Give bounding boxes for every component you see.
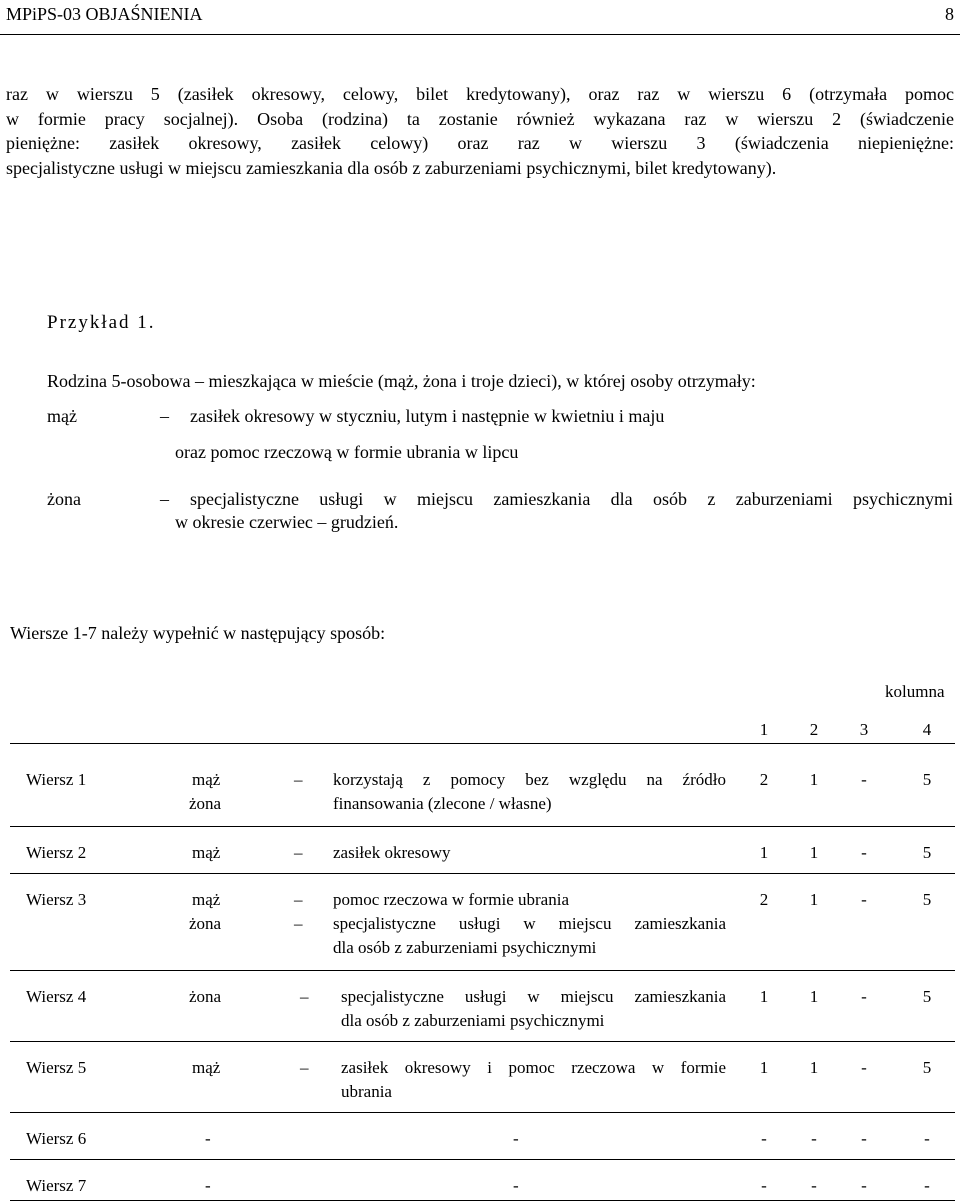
example-dash-1: –	[160, 406, 169, 426]
intro-line-1: raz w wierszu 5 (zasiłek okresowy, celowy, bilet kredytowany), oraz raz w wierszu 6 (otrzymała pomoc	[6, 84, 954, 104]
row-divider	[10, 826, 955, 827]
row-value-col4: 5	[922, 1058, 932, 1077]
row-value-col3: -	[861, 1058, 867, 1077]
row-person: -	[205, 1129, 211, 1148]
example-dash-2: –	[160, 489, 169, 509]
row-divider	[10, 1200, 955, 1201]
row-value-col2: 1	[809, 1058, 819, 1077]
row-description: -	[513, 1176, 519, 1195]
row-person: mąż	[192, 890, 221, 909]
row-divider	[10, 1041, 955, 1042]
row-value-col4: 5	[922, 890, 932, 909]
row-value-col4: 5	[922, 843, 932, 862]
row-label: Wiersz 6	[26, 1129, 87, 1148]
row-description: dla osób z zaburzeniami psychicznymi	[333, 938, 597, 957]
example-text-2b: w okresie czerwiec – grudzień.	[175, 512, 399, 532]
row-value-col2: -	[811, 1176, 817, 1195]
intro-line-2: w formie pracy socjalnej). Osoba (rodzina) ta zostanie również wykazana raz w wierszu 2 (świadczenie	[6, 108, 954, 129]
instructions-heading: Wiersze 1-7 należy wypełnić w następujący sposób:	[10, 623, 386, 643]
row-person: mąż	[192, 843, 221, 862]
row-dash: –	[294, 843, 303, 862]
row-description: zasiłek okresowy i pomoc rzeczowa w formie	[341, 1058, 726, 1077]
row-person: mąż	[192, 770, 221, 789]
page-number: 8	[945, 4, 954, 24]
intro-paragraph	[6, 82, 954, 180]
row-value-col2: 1	[809, 987, 819, 1006]
row-value-col1: 2	[759, 770, 769, 789]
intro-line-4: specjalistyczne usługi w miejscu zamieszkania dla osób z zaburzeniami psychicznymi, bilet kredytowany).	[6, 157, 777, 178]
row-dash: –	[294, 890, 303, 909]
row-label: Wiersz 5	[26, 1058, 87, 1077]
row-person: żona	[189, 794, 222, 813]
row-dash: –	[294, 914, 303, 933]
row-value-col1: 2	[759, 890, 769, 909]
row-value-col2: 1	[809, 890, 819, 909]
example-text-1b: oraz pomoc rzeczową w formie ubrania w lipcu	[175, 442, 519, 462]
row-person: mąż	[192, 1058, 221, 1077]
column-header-3: 3	[859, 720, 869, 739]
row-dash: –	[300, 987, 309, 1006]
column-header-1: 1	[759, 720, 769, 739]
row-person: żona	[189, 987, 222, 1006]
row-person: -	[205, 1176, 211, 1195]
row-value-col1: 1	[759, 843, 769, 862]
row-description: dla osób z zaburzeniami psychicznymi	[341, 1011, 605, 1030]
row-description: finansowania (zlecone / własne)	[333, 794, 552, 813]
row-value-col3: -	[861, 770, 867, 789]
row-label: Wiersz 3	[26, 890, 87, 909]
row-divider	[10, 1112, 955, 1113]
row-value-col4: 5	[922, 770, 932, 789]
row-description: ubrania	[341, 1082, 392, 1101]
example-title: Przykład 1.	[47, 312, 156, 333]
row-dash: –	[294, 770, 303, 789]
row-value-col4: -	[924, 1176, 930, 1195]
example-person-2: żona	[47, 489, 81, 509]
row-description: zasiłek okresowy	[333, 843, 451, 862]
page-header	[0, 0, 960, 35]
example-text-1a: zasiłek okresowy w styczniu, lutym i następnie w kwietniu i maju	[190, 406, 665, 426]
intro-line-3: pieniężne: zasiłek okresowy, zasiłek celowy) oraz raz w wierszu 3 (świadczenia niepieniężne:	[6, 133, 954, 153]
row-label: Wiersz 7	[26, 1176, 87, 1195]
row-description: specjalistyczne usługi w miejscu zamieszkania	[333, 914, 726, 933]
row-value-col4: -	[924, 1129, 930, 1148]
row-dash: –	[300, 1058, 309, 1077]
row-value-col2: -	[811, 1129, 817, 1148]
row-description: pomoc rzeczowa w formie ubrania	[333, 890, 569, 909]
row-value-col4: 5	[922, 987, 932, 1006]
row-label: Wiersz 4	[26, 987, 87, 1006]
example-text-2a: specjalistyczne usługi w miejscu zamieszkania dla osób z zaburzeniami psychicznymi	[190, 489, 953, 509]
row-divider	[10, 970, 955, 971]
column-header-4: 4	[922, 720, 932, 739]
row-value-col3: -	[861, 1129, 867, 1148]
row-label: Wiersz 1	[26, 770, 87, 789]
row-value-col2: 1	[809, 843, 819, 862]
column-group-label: kolumna	[885, 682, 945, 701]
example-person-1: mąż	[47, 406, 77, 426]
table-header-divider	[10, 743, 955, 744]
row-description: -	[513, 1129, 519, 1148]
column-header-2: 2	[809, 720, 819, 739]
row-description: korzystają z pomocy bez względu na źródło	[333, 770, 726, 789]
row-divider	[10, 873, 955, 874]
row-divider	[10, 1159, 955, 1160]
row-description: specjalistyczne usługi w miejscu zamieszkania	[341, 987, 726, 1006]
row-person: żona	[189, 914, 222, 933]
row-value-col1: 1	[759, 1058, 769, 1077]
row-label: Wiersz 2	[26, 843, 87, 862]
example-description: Rodzina 5-osobowa – mieszkająca w mieście (mąż, żona i troje dzieci), w której osoby otrzymały:	[47, 371, 756, 391]
row-value-col2: 1	[809, 770, 819, 789]
row-value-col1: 1	[759, 987, 769, 1006]
row-value-col3: -	[861, 843, 867, 862]
row-value-col1: -	[761, 1176, 767, 1195]
row-value-col3: -	[861, 1176, 867, 1195]
row-value-col1: -	[761, 1129, 767, 1148]
row-value-col3: -	[861, 890, 867, 909]
document-title: MPiPS-03 OBJAŚNIENIA	[6, 4, 203, 24]
row-value-col3: -	[861, 987, 867, 1006]
